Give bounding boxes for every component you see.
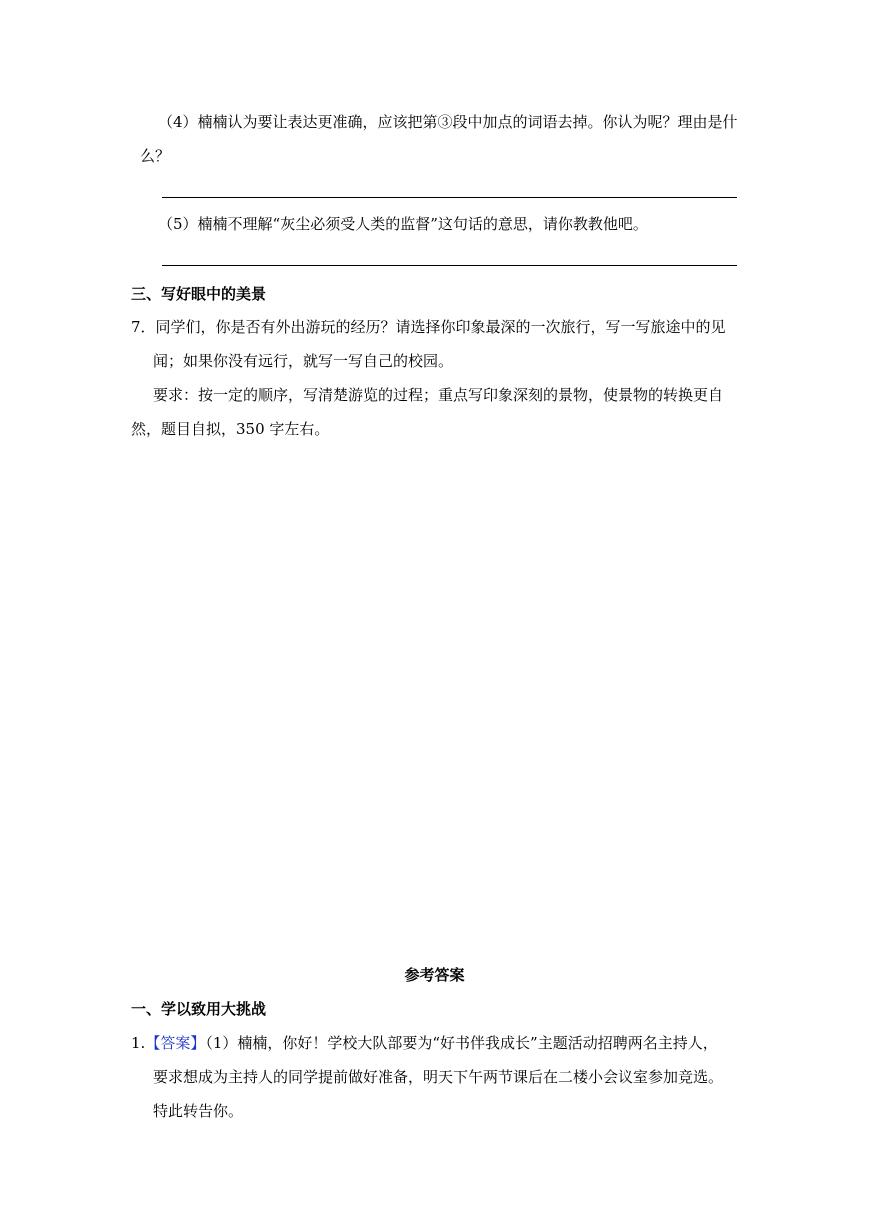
answer-1-line-1 bbox=[131, 1033, 718, 1053]
answer-1-number: 1. bbox=[131, 1034, 146, 1052]
question-5-line-1: （5）楠楠不理解“灰尘必须受人类的监督”这句话的意思，请你教教他吧。 bbox=[158, 215, 648, 233]
question-4-line-2: 么？ bbox=[140, 147, 171, 165]
question-7-requirement-line-1: 要求：按一定的顺序，写清楚游览的过程；重点写印象深刻的景物，使景物的转换更自 bbox=[153, 386, 724, 404]
question-7-requirement-line-2: 然，题目自拟，350 字左右。 bbox=[131, 420, 330, 438]
question-4-line-1: （4）楠楠认为要让表达更准确，应该把第③段中加点的词语去掉。你认为呢？理由是什 bbox=[158, 113, 738, 131]
answers-section-1-heading: 一、学以致用大挑战 bbox=[131, 1000, 267, 1018]
answer-1-line-3: 特此转告你。 bbox=[153, 1102, 244, 1120]
section-3-heading: 三、写好眼中的美景 bbox=[131, 285, 267, 303]
question-7-line-1: 7．同学们，你是否有外出游玩的经历？请选择你印象最深的一次旅行，写一写旅途中的见 bbox=[131, 318, 726, 336]
answer-blank-line-5 bbox=[162, 265, 737, 266]
answer-tag: 【答案】 bbox=[145, 1034, 206, 1052]
question-7-line-2: 闻；如果你没有远行，就写一写自己的校园。 bbox=[153, 352, 454, 370]
answers-title: 参考答案 bbox=[404, 966, 465, 984]
answer-blank-line-4 bbox=[162, 197, 737, 198]
answer-1-text: （1）楠楠，你好！学校大队部要为“好书伴我成长”主题活动招聘两名主持人， bbox=[205, 1034, 718, 1052]
answer-1-line-2: 要求想成为主持人的同学提前做好准备，明天下午两节课后在二楼小会议室参加竞选。 bbox=[153, 1068, 724, 1086]
